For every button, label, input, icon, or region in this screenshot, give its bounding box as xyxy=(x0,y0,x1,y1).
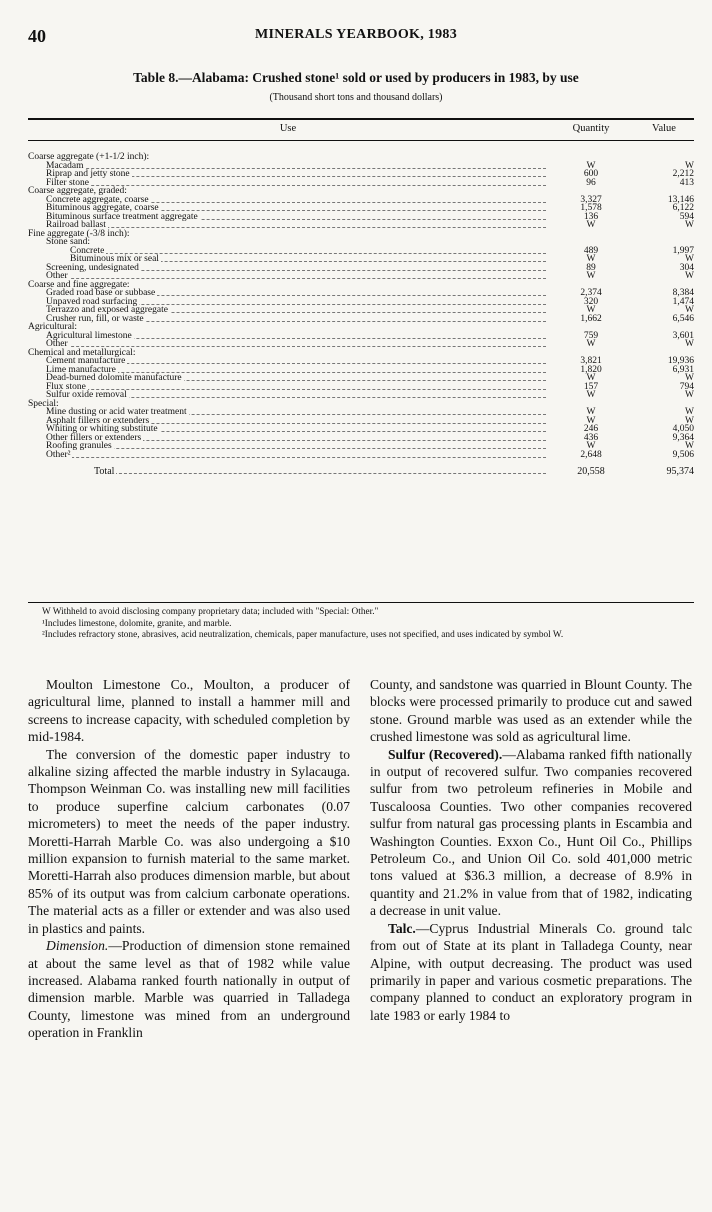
row-label: Sulfur oxide removal xyxy=(46,390,127,400)
row-quantity: W xyxy=(586,441,596,451)
row-value: 19,936 xyxy=(667,356,694,366)
row-label: Stone sand: xyxy=(46,237,91,247)
paragraph-moulton: Moulton Limestone Co., Moulton, a producer of agricultural lime, planned to install a hammer mill and screens to increase capacity, with scheduled completion by mid-1984. xyxy=(28,677,350,745)
row-label: Other xyxy=(46,271,68,281)
row-label: Bituminous surface treatment aggregate xyxy=(46,211,198,222)
table-subtitle: (Thousand short tons and thousand dollars) xyxy=(269,92,443,103)
row-value: 6,546 xyxy=(672,313,694,324)
paragraph-blount: County, and sandstone was quarried in Blount County. The blocks were processed primarily to produce cut and sawed stone. Ground marble was used as an extender while the crushed limestone was sold as agricultural lime. xyxy=(370,677,692,745)
row-value: W xyxy=(685,407,694,417)
row-quantity: W xyxy=(586,305,596,315)
row-label: Flux stone xyxy=(46,381,86,392)
row-value: W xyxy=(685,254,694,264)
row-value: 8,384 xyxy=(672,288,694,298)
row-label: Coarse aggregate, graded: xyxy=(28,186,127,196)
row-quantity: 157 xyxy=(583,381,599,392)
row-quantity: 3,821 xyxy=(580,356,602,366)
row-label: Railroad ballast xyxy=(46,220,106,230)
paragraph-sulfur xyxy=(370,746,692,920)
row-value: 304 xyxy=(679,262,694,273)
row-label: Other fillers or extenders xyxy=(46,432,142,443)
runin-dimension: Dimension. xyxy=(46,938,109,954)
footnote-w: W Withheld to avoid disclosing company proprietary data; included with "Special: Other." xyxy=(42,607,379,617)
row-label: Screening, undesignated xyxy=(46,262,139,273)
row-label: Coarse aggregate (+1-1/2 inch): xyxy=(28,152,150,162)
row-quantity: 89 xyxy=(586,262,596,273)
row-label: Fine aggregate (-3/8 inch): xyxy=(28,228,130,239)
row-quantity: 2,648 xyxy=(580,449,602,460)
table-row xyxy=(28,230,694,239)
row-value: W xyxy=(685,339,694,349)
table-row xyxy=(28,179,694,188)
row-value: 6,122 xyxy=(672,203,694,213)
table-footnotes xyxy=(28,602,694,642)
row-label: Macadam xyxy=(46,160,84,171)
table-total-row xyxy=(28,467,694,479)
row-label: Agricultural: xyxy=(28,322,78,332)
table-body xyxy=(28,141,694,459)
row-value: 13,146 xyxy=(667,194,694,205)
row-label: Other² xyxy=(46,449,71,460)
row-label: Special: xyxy=(28,398,59,409)
row-value: 594 xyxy=(679,211,694,222)
row-quantity: W xyxy=(586,339,596,349)
row-quantity: 136 xyxy=(583,211,599,222)
table-row xyxy=(28,315,694,324)
row-value: 2,212 xyxy=(672,169,694,179)
crushed-stone-table xyxy=(28,118,694,479)
row-label: Dead-burned dolomite manufacture xyxy=(46,373,182,383)
row-value: 1,474 xyxy=(672,296,694,307)
page-header xyxy=(28,26,684,48)
row-label: Bituminous aggregate, coarse xyxy=(46,203,159,213)
total-label: Total xyxy=(94,466,115,477)
row-quantity: 3,327 xyxy=(580,194,602,205)
row-leader xyxy=(46,278,546,279)
paragraph-dimension xyxy=(28,937,350,1041)
total-quantity: 20,558 xyxy=(577,466,605,477)
total-leader xyxy=(94,473,546,474)
row-quantity: 320 xyxy=(583,296,599,307)
row-label: Roofing granules xyxy=(46,441,112,451)
total-value: 95,374 xyxy=(666,466,694,477)
row-quantity: 1,578 xyxy=(580,203,602,213)
table-title: Table 8.—Alabama: Crushed stone¹ sold or used by producers in 1983, by use xyxy=(133,70,579,85)
row-value: 6,931 xyxy=(672,364,694,375)
row-label: Filter stone xyxy=(46,177,90,188)
running-title: MINERALS YEARBOOK, 1983 xyxy=(254,27,457,42)
row-value: W xyxy=(685,271,694,281)
row-value: W xyxy=(685,305,694,315)
row-quantity: W xyxy=(586,271,596,281)
row-label: Whiting or whiting substitute xyxy=(46,424,158,434)
table-column-header xyxy=(28,120,694,140)
row-quantity: 759 xyxy=(583,330,599,341)
table-row xyxy=(28,451,694,460)
row-label: Lime manufacture xyxy=(46,364,116,375)
row-label: Mine dusting or acid water treatment xyxy=(46,407,187,417)
row-quantity: 2,374 xyxy=(580,288,602,298)
row-leader xyxy=(46,227,546,228)
row-quantity: 96 xyxy=(586,177,596,188)
paragraph-paper-industry: The conversion of the domestic paper industry to alkaline sizing affected the marble industry in Sylacauga. Thompson Weinman Co. was installing new mill facilities to produce superfine calcium carbonates (0.07 micrometers) to meet the needs of the paper industry. Moretti-Harrah Marble Co. was also undergoing a $10 million expansion to furnish material to the same market. Moretti-Harrah also produces dimension marble, but about 85% of its output was from calcium carbonate operations. The material acts as a filler or extender and was also used in plastics and paints. xyxy=(28,746,350,936)
row-label: Terrazzo and exposed aggregate xyxy=(46,305,168,315)
row-quantity: W xyxy=(586,373,596,383)
row-label: Crusher run, fill, or waste xyxy=(46,313,144,324)
row-quantity: 436 xyxy=(583,432,599,443)
footnote-2: ²Includes refractory stone, abrasives, acid neutralization, chemicals, paper manufacture, uses not specified, and uses indicated by symbol W. xyxy=(42,630,564,640)
row-quantity: 600 xyxy=(583,169,599,179)
runin-talc: Talc. xyxy=(388,920,416,936)
column-header-value: Value xyxy=(652,123,676,134)
paragraph-dimension-text: —Production of dimension stone remained at about the same level as that of 1982 while value increased. Alabama ranked fourth nationally in output of dimension marble. Marble was quarried in Talladega County, limestone was mined from an underground operation in Franklin xyxy=(28,938,350,1041)
row-label: Other xyxy=(46,339,68,349)
row-value: 794 xyxy=(679,381,694,392)
row-leader xyxy=(46,457,546,458)
row-label: Cement manufacture xyxy=(46,356,126,366)
row-quantity: W xyxy=(586,220,596,230)
row-quantity: W xyxy=(586,390,596,400)
column-header-quantity: Quantity xyxy=(572,123,610,134)
row-quantity: 489 xyxy=(583,245,599,256)
row-label: Concrete aggregate, coarse xyxy=(46,194,149,205)
row-label: Asphalt fillers or extenders xyxy=(46,415,150,426)
row-value: W xyxy=(685,390,694,400)
row-value: 9,364 xyxy=(672,432,694,443)
row-value: W xyxy=(685,160,694,171)
row-value: W xyxy=(685,441,694,451)
row-label: Agricultural limestone xyxy=(46,330,132,341)
row-leader xyxy=(46,448,546,449)
runin-sulfur: Sulfur (Recovered). xyxy=(388,746,503,762)
row-label: Bituminous mix or seal xyxy=(70,254,159,264)
row-value: W xyxy=(685,220,694,230)
row-label: Concrete xyxy=(70,245,105,256)
paragraph-talc xyxy=(370,920,692,1024)
row-value: W xyxy=(685,415,694,426)
row-quantity: W xyxy=(586,407,596,417)
row-label: Graded road base or subbase xyxy=(46,288,156,298)
row-quantity: W xyxy=(586,254,596,264)
row-value: 9,506 xyxy=(672,449,694,460)
right-column xyxy=(370,676,692,1024)
row-value: W xyxy=(685,373,694,383)
row-leader xyxy=(46,346,546,347)
row-quantity: 1,662 xyxy=(580,313,602,324)
column-header-use: Use xyxy=(279,123,297,134)
row-value: 1,997 xyxy=(672,245,694,256)
row-quantity: W xyxy=(586,415,596,426)
left-column xyxy=(28,676,350,1042)
paragraph-sulfur-text: —Alabama ranked fifth nationally in output of recovered sulfur. Two companies recovered sulfur from two petroleum refineries in Mobile and Tuscaloosa Counties. Two other companies recovered sulfur from natural gas processing plants in Escambia and Washington Counties. Exxon Co., Hunt Oil Co., Phillips Petroleum Co., and Union Oil Co. sold 401,000 metric tons valued at $36.3 million, a decrease of 8.9% in quantity and 21.2% in value from that of 1982, indicating a decrease in unit value. xyxy=(370,746,692,919)
row-label: Riprap and jetty stone xyxy=(46,169,130,179)
row-value: 413 xyxy=(679,177,694,188)
row-label: Unpaved road surfacing xyxy=(46,296,138,307)
row-quantity: 246 xyxy=(583,424,599,434)
paragraph-talc-text: —Cyprus Industrial Minerals Co. ground talc from out of State at its plant in Talladega County, near Alpine, with output decreasing. The product was used primarily in paper and various cosmetic preparations. The company planned to conduct an exploratory program in late 1983 or early 1984 to xyxy=(370,920,692,1023)
row-quantity: 1,820 xyxy=(580,364,602,375)
row-label: Coarse and fine aggregate: xyxy=(28,279,130,290)
row-value: 4,050 xyxy=(672,424,694,434)
row-quantity: W xyxy=(586,160,596,171)
page-number: 40 xyxy=(28,26,46,46)
row-value: 3,601 xyxy=(672,330,694,341)
table-row xyxy=(28,391,694,400)
footnote-1: ¹Includes limestone, dolomite, granite, and marble. xyxy=(42,618,232,629)
row-label: Chemical and metallurgical: xyxy=(28,347,136,358)
